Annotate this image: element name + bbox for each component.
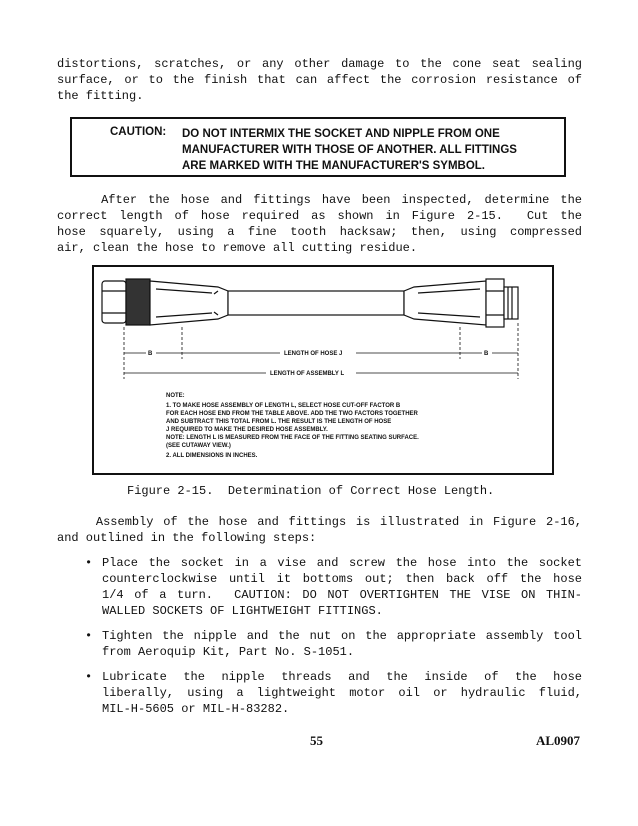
page-number: 55 (310, 733, 323, 748)
caution-line: ARE MARKED WITH THE MANUFACTURER'S SYMBOL. (182, 160, 486, 172)
list-item-line: liberally, using a lightweight motor oil or hydraulic fluid, (102, 686, 582, 700)
inspection-line: After the hose and fittings have been inspected, determine the (57, 193, 582, 207)
list-item-line: Lubricate the nipple threads and the inside of the hose (102, 670, 582, 684)
bullet-icon: • (85, 670, 93, 684)
figure-note-line: FOR EACH HOSE END FROM THE TABLE ABOVE. ADD THE TWO FACTORS TOGETHER (166, 411, 418, 417)
figure-note-line: (SEE CUTAWAY VIEW.) (166, 443, 231, 449)
bullet-icon: • (85, 556, 93, 570)
intro-line: the fitting. (57, 89, 144, 103)
figure-note-line: 2. ALL DIMENSIONS IN INCHES. (166, 453, 258, 459)
assembly-intro-line: and outlined in the following steps: (57, 531, 317, 545)
list-item-line: counterclockwise until it bottoms out; then back off the hose (102, 572, 582, 586)
figure-note-line: AND SUBTRACT THIS TOTAL FROM L. THE RESULT IS THE LENGTH OF HOSE (166, 419, 392, 425)
inspection-paragraph (57, 192, 582, 256)
intro-line: surface, or to the finish that can affect the corrosion resistance of (57, 73, 582, 87)
caution-label: CAUTION: (110, 126, 167, 138)
list-item-line: WALLED SOCKETS OF LIGHTWEIGHT FITTINGS. (102, 604, 383, 618)
list-item-text (102, 669, 582, 717)
list-item-text (102, 628, 582, 660)
figure-note-line: 1. TO MAKE HOSE ASSEMBLY OF LENGTH L, SELECT HOSE CUT-OFF FACTOR B (166, 403, 401, 409)
caution-line: MANUFACTURER WITH THOSE OF ANOTHER. ALL FITTINGS (182, 144, 517, 156)
list-item-line: from Aeroquip Kit, Part No. S-1051. (102, 645, 355, 659)
figure-note-line: J REQUIRED TO MAKE THE DESIRED HOSE ASSEMBLY. (166, 427, 328, 433)
figure-note-title: NOTE: (166, 393, 185, 399)
list-item-text (102, 555, 582, 619)
caution-text (182, 126, 517, 174)
hose-assembly-drawing (94, 267, 552, 473)
inspection-line: air, clean the hose to remove all cutting residue. (57, 241, 418, 255)
assembly-intro-line: Assembly of the hose and fittings is illustrated in Figure 2-16, (57, 515, 582, 529)
assembly-intro-paragraph (57, 514, 582, 546)
right-fitting-icon (404, 279, 518, 327)
figure-note-line: NOTE: LENGTH L IS MEASURED FROM THE FACE OF THE FITTING SEATING SURFACE. (166, 435, 419, 441)
inspection-line: hose squarely, using a fine tooth hacksaw; then, using compressed (57, 225, 582, 239)
list-item-line: MIL-H-5605 or MIL-H-83282. (102, 702, 290, 716)
intro-paragraph (57, 56, 582, 104)
dimension-b-right: B (484, 351, 489, 357)
dimension-b-left: B (148, 351, 153, 357)
inspection-line: correct length of hose required as shown in Figure 2-15. Cut the (57, 209, 582, 223)
list-item-line: Tighten the nipple and the nut on the appropriate assembly tool (102, 629, 582, 643)
list-item-line: 1/4 of a turn. CAUTION: DO NOT OVERTIGHTEN THE VISE ON THIN- (102, 588, 582, 602)
hose-body-icon (228, 291, 404, 315)
dimension-hose-length: LENGTH OF HOSE J (284, 351, 343, 357)
left-fitting-icon (102, 279, 228, 325)
figure-caption: Figure 2-15. Determination of Correct Hose Length. (127, 484, 495, 498)
hose-length-figure (92, 265, 554, 475)
list-item-line: Place the socket in a vise and screw the hose into the socket (102, 556, 582, 570)
intro-line: distortions, scratches, or any other damage to the cone seat sealing (57, 57, 582, 71)
caution-line: DO NOT INTERMIX THE SOCKET AND NIPPLE FROM ONE (182, 128, 500, 140)
caution-box (70, 117, 566, 177)
bullet-icon: • (85, 629, 93, 643)
document-code: AL0907 (536, 733, 581, 748)
dimension-assembly-length: LENGTH OF ASSEMBLY L (270, 371, 345, 377)
